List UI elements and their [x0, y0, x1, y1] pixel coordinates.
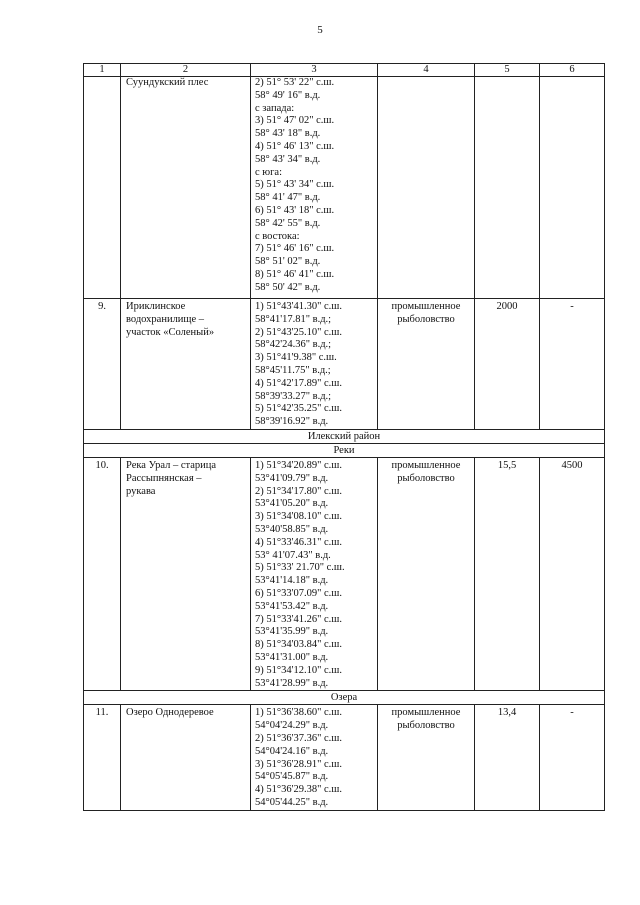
row-number: 9. — [84, 299, 121, 430]
coordinates-cell: 2) 51° 53' 22" с.ш. 58° 49' 16" в.д. с запада: 3) 51° 47' 02" с.ш. 58° 43' 18" в.д. 4) 51° 46' 13" с.ш. 58° 43' 34" в.д. с юга: 5) 51° 43' 34" с.ш. 58° 41' 47" в.д. 6) 51° 43' 18" с.ш. 58° 42' 55" в.д. с востока: 7) 51° 46' 16" с.ш. 58° 51' 02" в.д. 8) 51° 46' 41" с.ш. 58° 50' 42" в.д. — [251, 77, 378, 299]
coordinates-cell: 1) 51°43'41.30" с.ш. 58°41'17.81" в.д.; 2) 51°43'25.10" с.ш. 58°42'24.36" в.д.; 3) 51°41'9.38" с.ш. 58°45'11.75" в.д.; 4) 51°42'17.89" с.ш. 58°39'33.27" в.д.; 5) 51°42'35.25" с.ш. 58°39'16.92" в.д. — [251, 299, 378, 430]
area-cell — [475, 77, 540, 299]
limit-cell: 4500 — [540, 457, 605, 690]
section-header-row — [84, 429, 605, 443]
section-header-row — [84, 443, 605, 457]
column-header: 6 — [540, 64, 605, 77]
column-header: 1 — [84, 64, 121, 77]
coordinates-cell: 1) 51°34'20.89" с.ш. 53°41'09.79" в.д. 2) 51°34'17.80" с.ш. 53°41'05.20" в.д. 3) 51°34'08.10" с.ш. 53°40'58.85" в.д. 4) 51°33'46.31" с.ш. 53° 41'07.43" в.д. 5) 51°33' 21.70" с.ш. 53°41'14.18" в.д. 6) 51°33'07.09" с.ш. 53°41'53.42" в.д. 7) 51°33'41.26" с.ш. 53°41'35.99" в.д. 8) 51°34'03.84" с.ш. 53°41'31.00" в.д. 9) 51°34'12.10" с.ш. 53°41'28.99" в.д. — [251, 457, 378, 690]
usage-cell — [378, 77, 475, 299]
fishing-areas-table — [83, 63, 605, 811]
row-number: 11. — [84, 705, 121, 810]
water-body-name: Река Урал – старица Рассыпнянская – рукава — [121, 457, 251, 690]
limit-cell: - — [540, 299, 605, 430]
page-number: 5 — [317, 24, 323, 36]
coordinates-cell: 1) 51°36'38.60" с.ш. 54°04'24.29" в.д. 2) 51°36'37.36" с.ш. 54°04'24.16" в.д. 3) 51°36'28.91" с.ш. 54°05'45.87" в.д. 4) 51°36'29.38" с.ш. 54°05'44.25" в.д. — [251, 705, 378, 810]
table-row — [84, 705, 605, 810]
water-body-name: Ириклинское водохранилище – участок «Соленый» — [121, 299, 251, 430]
lakes-heading: Озера — [84, 691, 605, 705]
column-header: 2 — [121, 64, 251, 77]
water-body-name: Суундукский плес — [121, 77, 251, 299]
area-cell: 13,4 — [475, 705, 540, 810]
table-row — [84, 299, 605, 430]
row-number — [84, 77, 121, 299]
table-row — [84, 457, 605, 690]
rivers-heading: Реки — [84, 443, 605, 457]
section-header-row — [84, 691, 605, 705]
area-cell: 2000 — [475, 299, 540, 430]
table-header-row — [84, 64, 605, 77]
row-number: 10. — [84, 457, 121, 690]
usage-cell: промышленное рыболовство — [378, 705, 475, 810]
usage-cell: промышленное рыболовство — [378, 299, 475, 430]
table-row — [84, 77, 605, 299]
limit-cell: - — [540, 705, 605, 810]
usage-cell: промышленное рыболовство — [378, 457, 475, 690]
water-body-name: Озеро Однодеревое — [121, 705, 251, 810]
column-header: 3 — [251, 64, 378, 77]
district-heading: Илекский район — [84, 429, 605, 443]
column-header: 5 — [475, 64, 540, 77]
limit-cell — [540, 77, 605, 299]
area-cell: 15,5 — [475, 457, 540, 690]
column-header: 4 — [378, 64, 475, 77]
